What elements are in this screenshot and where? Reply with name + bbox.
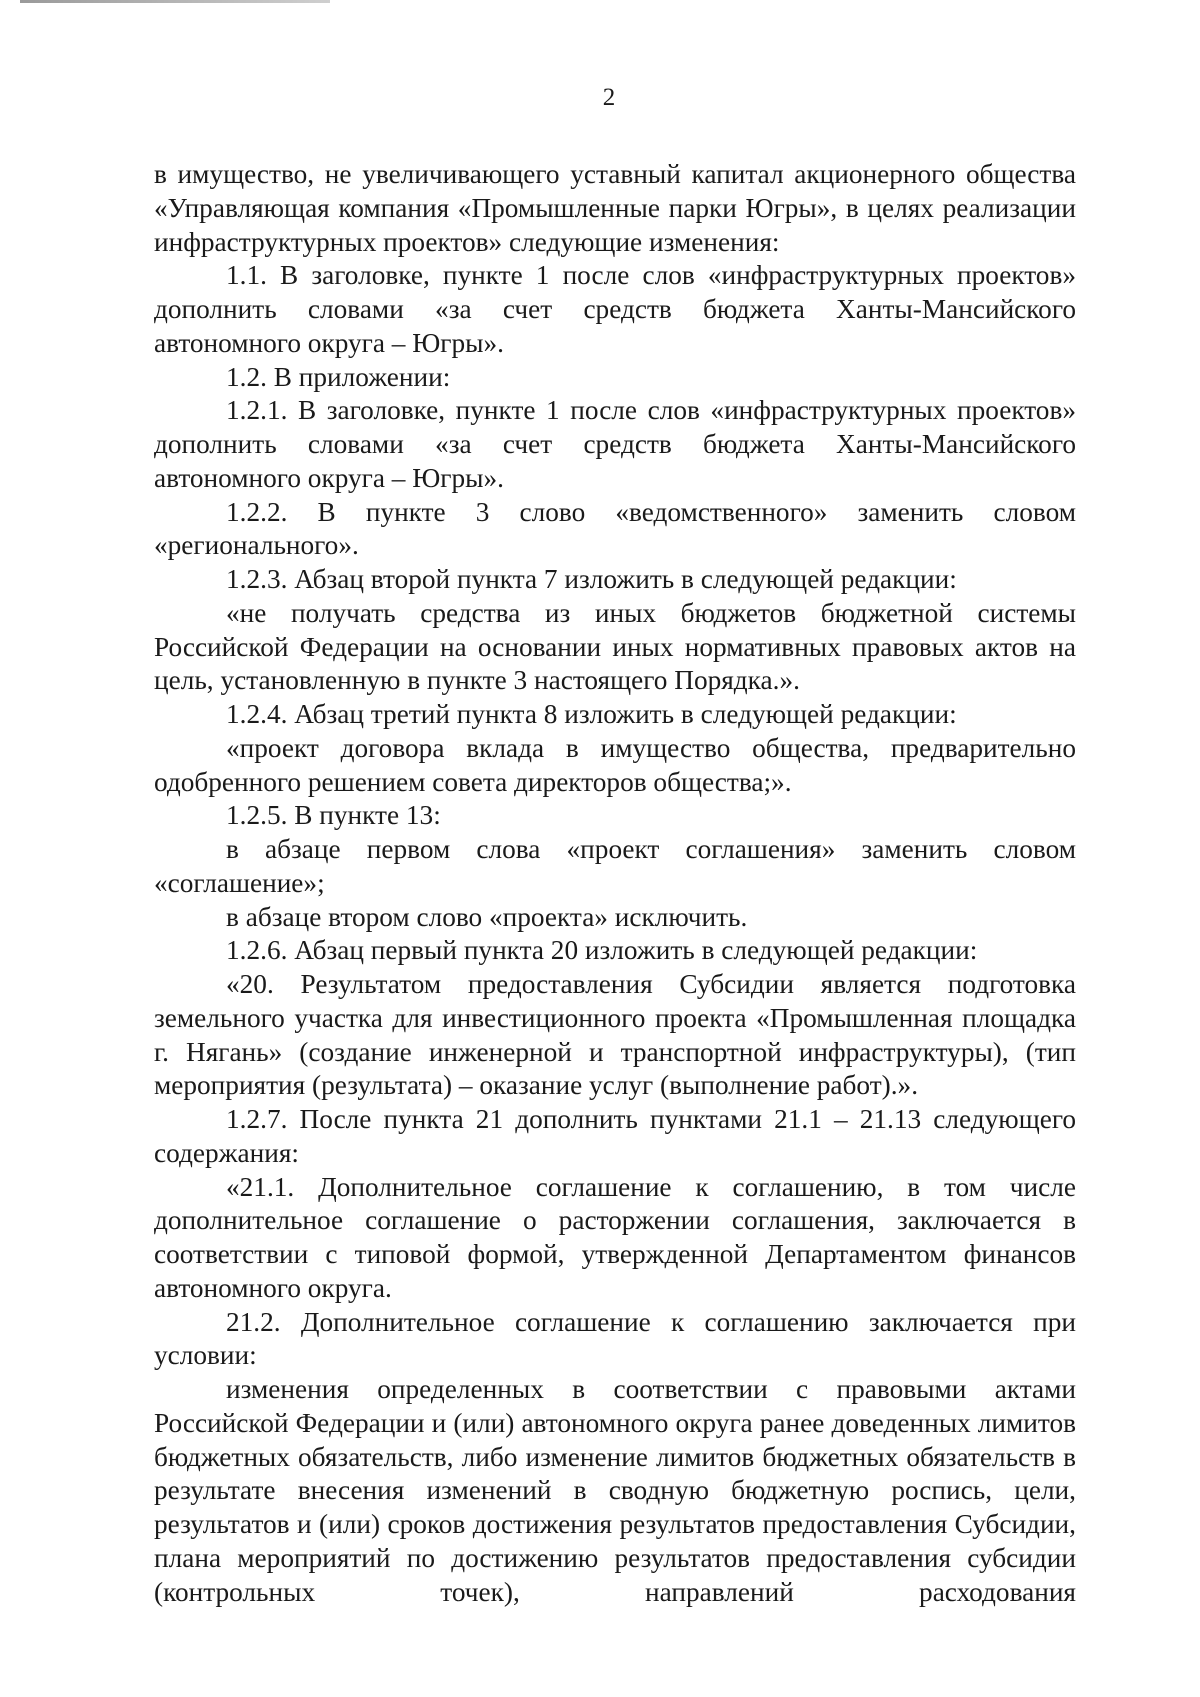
paragraph-1-2-4: 1.2.4. Абзац третий пункта 8 изложить в следующей редакции:	[226, 699, 957, 729]
paragraph-1-2-6: 1.2.6. Абзац первый пункта 20 изложить в следующей редакции:	[226, 935, 978, 966]
paragraph-1-2: 1.2. В приложении:	[226, 361, 451, 392]
paragraph-clause-13-first: в абзаце первом слова «проект соглашения» заменить словом «соглашение»;	[154, 834, 1076, 898]
paragraph-1-2-5: 1.2.5. В пункте 13:	[226, 800, 441, 831]
paragraph-quote-clause-7: «не получать средства из иных бюджетов бюджетной системы Российской Федерации на основании иных нормативных правовых актов на цель, установленную в пункте 3 настоящего Порядка.».	[154, 597, 1076, 696]
paragraph-clause-21-1: «21.1. Дополнительное соглашение к соглашению, в том числе дополнительное соглашение о расторжении соглашения, заключается в соответствии с типовой формой, утвержденной Департаментом финансов автономного округа.	[154, 1171, 1076, 1303]
page-number: 2	[602, 84, 616, 111]
paragraph-1-1: 1.1. В заголовке, пункте 1 после слов «инфраструктурных проектов» дополнить словами «за счет средств бюджета Ханты-Мансийского автономного округа – Югры».	[154, 260, 1076, 358]
paragraph-quote-clause-20: «20. Результатом предоставления Субсидии является подготовка земельного участка для инвестиционного проекта «Промышленная площадка г. Нягань» (создание инженерной и транспортной инфраструктуры), (тип мероприятия (результата) – оказание услуг (выполнение работ).».	[154, 969, 1076, 1101]
paragraph-intro: в имущество, не увеличивающего уставный капитал акционерного общества «Управляющая компания «Промышленные парки Югры», в целях реализации инфраструктурных проектов» следующие изменения:	[154, 159, 1076, 257]
paragraph-1-2-7: 1.2.7. После пункта 21 дополнить пунктами 21.1 – 21.13 следующего содержания:	[154, 1104, 1076, 1168]
paragraph-1-2-3: 1.2.3. Абзац второй пункта 7 изложить в следующей редакции:	[226, 564, 957, 594]
paragraph-clause-13-second: в абзаце втором слово «проекта» исключить.	[226, 901, 748, 932]
document-body	[154, 158, 1076, 1609]
paragraph-1-2-1: 1.2.1. В заголовке, пункте 1 после слов «инфраструктурных проектов» дополнить словами «за счет средств бюджета Ханты-Мансийского автономного округа – Югры».	[154, 395, 1076, 493]
paragraph-quote-clause-8: «проект договора вклада в имущество общества, предварительно одобренного решением совета директоров общества;».	[154, 732, 1076, 797]
paragraph-clause-21-2: 21.2. Дополнительное соглашение к соглашению заключается при условии:	[154, 1306, 1076, 1371]
scan-edge-mark	[20, 0, 330, 3]
paragraph-1-2-2: 1.2.2. В пункте 3 слово «ведомственного» заменить словом «регионального».	[154, 496, 1076, 561]
paragraph-clause-21-2-conditions: изменения определенных в соответствии с правовыми актами Российской Федерации и (или) автономного округа ранее доведенных лимитов бюджетных обязательств, либо изменение лимитов бюджетных обязательств в результате внесения изменений в сводную бюджетную роспись, цели, результатов и (или) сроков достижения результатов предоставления Субсидии, плана мероприятий по достижению результатов предоставления субсидии (контрольных точек), направлений расходования	[154, 1374, 1076, 1607]
